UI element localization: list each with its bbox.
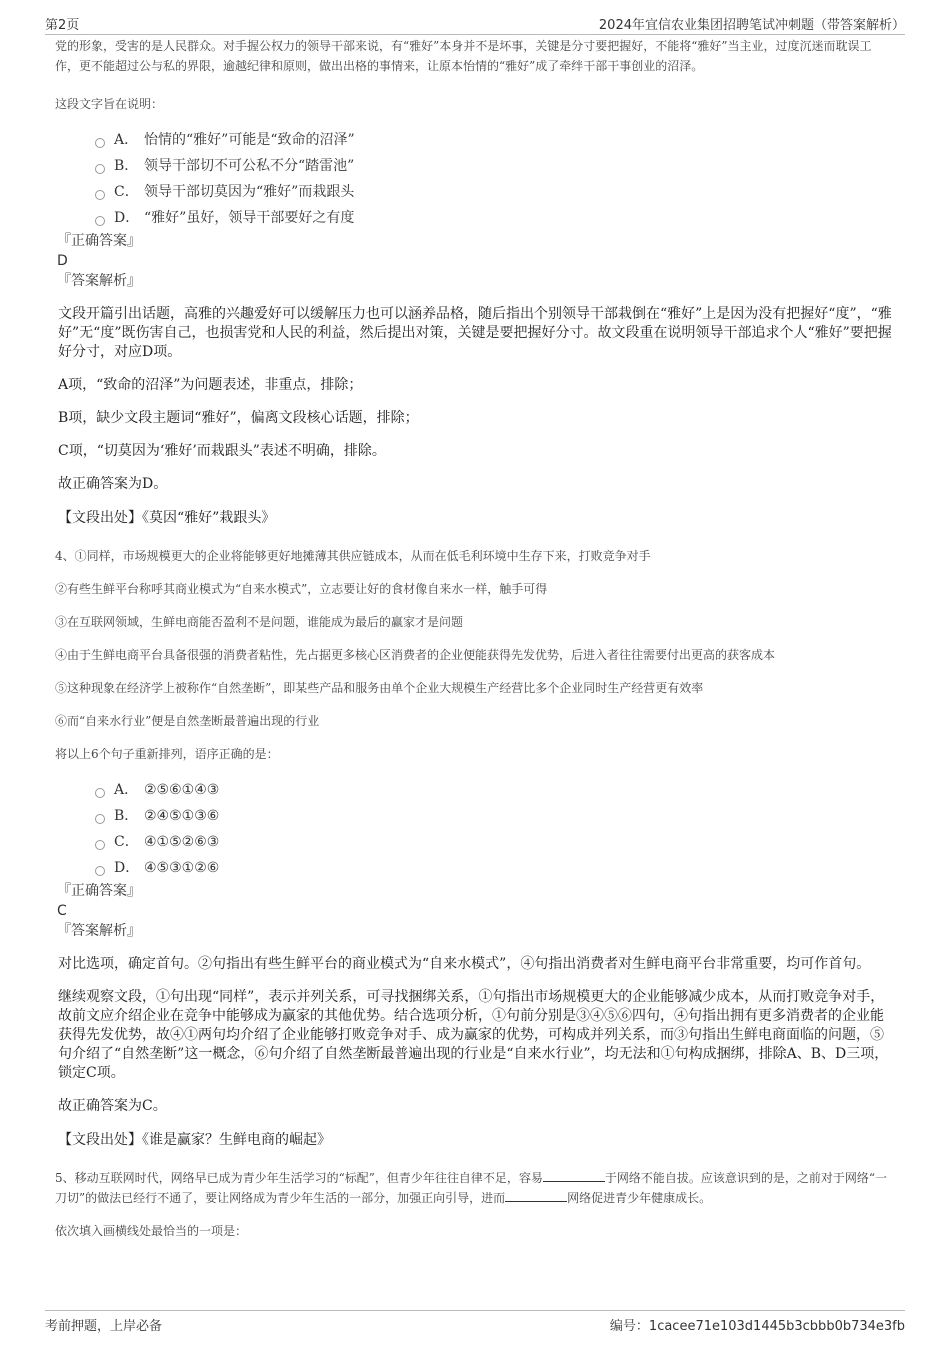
q3-question: 这段文字旨在说明： (55, 97, 164, 111)
fill-blank-2[interactable] (505, 1189, 567, 1202)
q4-analysis-first: 对比选项，确定首句。②句指出有些生鲜平台的商业模式为“自来水模式”，④句指出消费者对生鲜电商平台非常重要，均可作首句。 (58, 956, 871, 972)
q4-sentence-2: ②有些生鲜平台称呼其商业模式为“自来水模式”，立志要让好的食材像自来水一样，触手可得 (55, 582, 548, 596)
q3-options (95, 127, 895, 231)
document-title: 2024年宜信农业集团招聘笔试冲刺题（带答案解析） (598, 18, 905, 33)
q3-analysis-a: A项，“致命的沼泽”为问题表述，非重点，排除； (58, 377, 363, 393)
q4-sentence-3: ③在互联网领域，生鲜电商能否盈利不是问题，谁能成为最后的赢家才是问题 (55, 615, 464, 629)
q3-analysis-c: C项，“切莫因为‘雅好’而栽跟头”表述不明确，排除。 (58, 443, 386, 459)
fill-blank-1[interactable] (543, 1169, 605, 1182)
radio-icon[interactable] (95, 216, 105, 226)
page-footer (45, 1310, 905, 1334)
radio-icon[interactable] (95, 138, 105, 148)
page-header (45, 14, 905, 35)
q3-analysis-main: 文段开篇引出话题，高雅的兴趣爱好可以缓解压力也可以涵养品格，随后指出个别领导干部栽倒在“雅好”上是因为没有把握好“度”，“雅好”无“度”既伤害自己，也损害党和人民的利益，然后提出对策，关键是要把握好分寸。故文段重在说明领导干部追求个人“雅好”要把握好分寸，对应D项。 (58, 306, 892, 360)
radio-icon[interactable] (95, 840, 105, 850)
q3-passage: 党的形象，受害的是人民群众。对手握公权力的领导干部来说，有“雅好”本身并不是坏事，关键是分寸要把握好，不能将“雅好”当主业，过度沉迷而耽误工作，更不能超过公与私的界限，逾越纪律和原则，做出出格的事情来，让原本怡情的“雅好”成了牵绊干部干事创业的沼泽。 (55, 39, 872, 73)
q4-source: 【文段出处】《谁是赢家？生鲜电商的崛起》 (58, 1132, 331, 1148)
q4-options (95, 777, 895, 881)
q4-sentence-5: ⑤这种现象在经济学上被称作“自然垄断”，即某些产品和服务由单个企业大规模生产经营比多个企业同时生产经营更有效率 (55, 681, 704, 695)
document-body (55, 36, 895, 1254)
radio-icon[interactable] (95, 190, 105, 200)
q4-option-d[interactable]: D． ④⑤③①②⑥ (95, 855, 895, 881)
q3-answer-label: 『正确答案』 (57, 233, 141, 249)
radio-icon[interactable] (95, 814, 105, 824)
q5-question: 依次填入画横线处最恰当的一项是： (55, 1224, 248, 1238)
q4-analysis-conclusion: 故正确答案为C。 (58, 1098, 167, 1114)
radio-icon[interactable] (95, 164, 105, 174)
radio-icon[interactable] (95, 788, 105, 798)
q4-sentence-4: ④由于生鲜电商平台具备很强的消费者粘性，先占据更多核心区消费者的企业便能获得先发优势，后进入者往往需要付出更高的获客成本 (55, 648, 776, 662)
q4-answer-label: 『正确答案』 (57, 883, 141, 899)
q4-sentence-1: 4、①同样，市场规模更大的企业将能够更好地摊薄其供应链成本，从而在低毛利环境中生存下来，打败竞争对手 (55, 549, 651, 563)
footer-code: 编号：1cacee71e103d1445b3cbbb0b734e3fb (609, 1319, 905, 1334)
q4-option-b[interactable]: B． ②④⑤①③⑥ (95, 803, 895, 829)
footer-slogan: 考前押题，上岸必备 (45, 1319, 163, 1334)
q4-sentence-6: ⑥而“自来水行业”便是自然垄断最普遍出现的行业 (55, 714, 320, 728)
radio-icon[interactable] (95, 866, 105, 876)
q3-source: 【文段出处】《莫因“雅好”栽跟头》 (58, 510, 276, 526)
q3-analysis-b: B项，缺少文段主题词“雅好”，偏离文段核心话题，排除； (58, 410, 419, 426)
q4-option-c[interactable]: C． ④①⑤②⑥③ (95, 829, 895, 855)
q3-option-a[interactable]: A． 怡情的“雅好”可能是“致命的沼泽” (95, 127, 895, 153)
q4-answer: C (57, 903, 67, 919)
q3-option-d[interactable]: D． “雅好”虽好，领导干部要好之有度 (95, 205, 895, 231)
q5-passage: 5、移动互联网时代，网络早已成为青少年生活学习的“标配”，但青少年往往自律不足，容易 于网络不能自拔。应该意识到的是，之前对于网络“一刀切”的做法已经行不通了，要让网络成为青少年生活的一部分，加强正向引导，进而 网络促进青少年健康成长。 (55, 1171, 888, 1205)
q3-analysis-label: 『答案解析』 (57, 273, 141, 289)
q4-question: 将以上6个句子重新排列，语序正确的是： (55, 747, 279, 761)
page-number: 第2页 (45, 18, 80, 33)
q3-option-c[interactable]: C． 领导干部切莫因为“雅好”而栽跟头 (95, 179, 895, 205)
q3-option-b[interactable]: B． 领导干部切不可公私不分“踏雷池” (95, 153, 895, 179)
q4-option-a[interactable]: A． ②⑤⑥①④③ (95, 777, 895, 803)
q4-analysis-second: 继续观察文段，①句出现“同样”，表示并列关系，可寻找捆绑关系，①句指出市场规模更大的企业能够减少成本，从而打败竞争对手，故前文应介绍企业在竞争中能够成为赢家的其他优势。结合选项分析，①句前分别是③④⑤⑥四句，④句指出拥有更多消费者的企业能获得先发优势，故④①两句均介绍了企业能够打败竞争对手、成为赢家的优势，可构成并列关系，而③句指出生鲜电商面临的问题，⑤句介绍了“自然垄断”这一概念，⑥句介绍了自然垄断最普遍出现的行业是“自来水行业”，均无法和①句构成捆绑，排除A、B、D三项，锁定C项。 (58, 989, 889, 1081)
q3-answer: D (57, 253, 68, 269)
q3-analysis-conclusion: 故正确答案为D。 (58, 476, 168, 492)
q4-analysis-label: 『答案解析』 (57, 923, 141, 939)
